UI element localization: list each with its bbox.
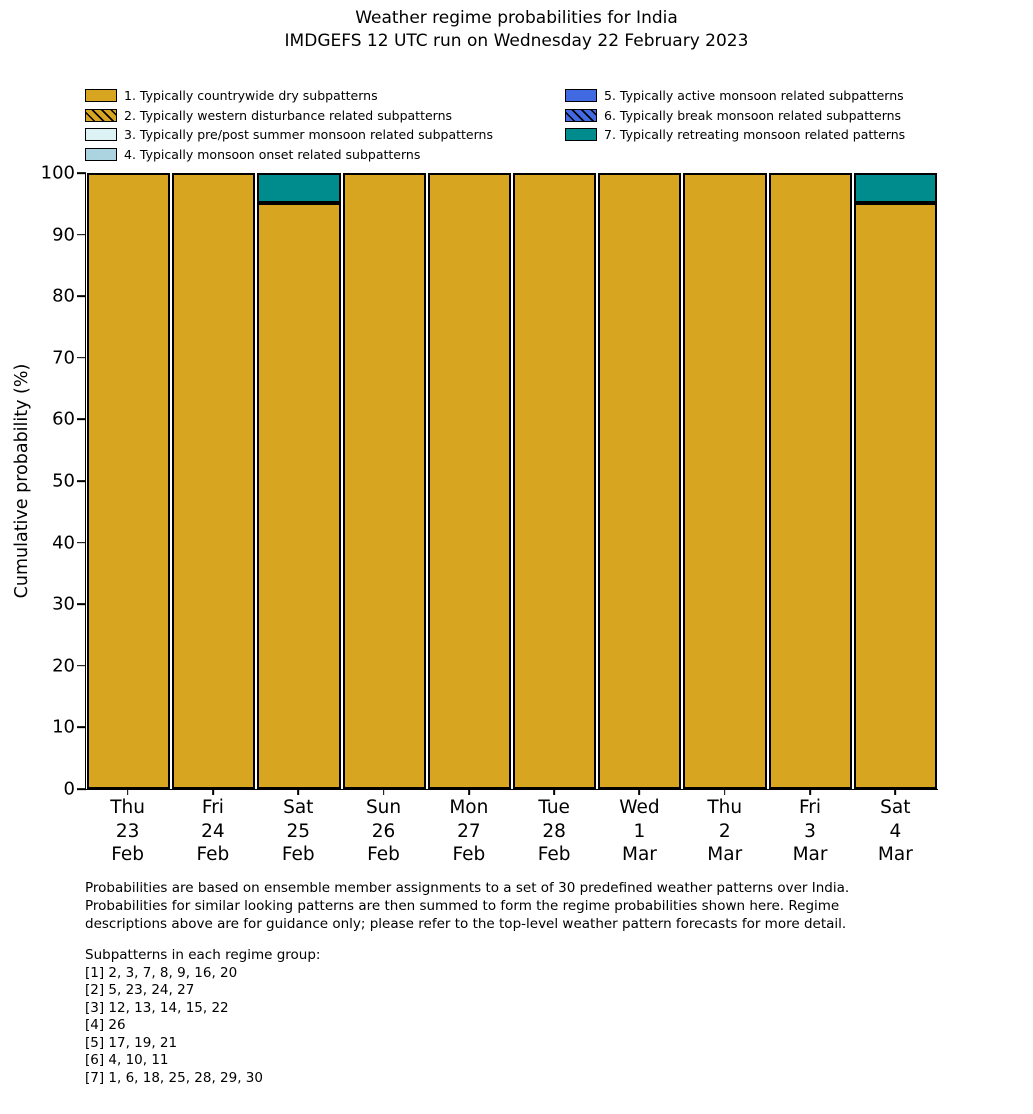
bar-mon-27-feb (427, 173, 512, 789)
bar-segment-regime1 (683, 173, 766, 789)
legend-label-regime6: 6. Typically break monsoon related subpatterns (604, 107, 902, 123)
x-label-day: Fri (799, 797, 822, 818)
legend-swatch-regime6-icon (565, 109, 597, 122)
x-label-month: Feb (111, 844, 145, 865)
x-label-day: Fri (201, 797, 224, 818)
bar-sat-25-feb (256, 173, 341, 789)
legend-swatch-regime2-icon (85, 109, 117, 122)
x-label-date: 4 (889, 820, 902, 842)
legend-item-regime6 (565, 106, 905, 126)
y-tick-label-90: 90 (52, 224, 75, 246)
x-tick-24-feb (212, 790, 214, 795)
x-label-4-mar (852, 796, 938, 867)
subpatterns-heading: Subpatterns in each regime group: (85, 947, 321, 963)
legend-item-regime1 (85, 86, 493, 106)
x-label-23-feb (85, 796, 171, 867)
y-tick-60 (77, 419, 86, 421)
x-label-date: 3 (804, 820, 816, 842)
x-label-26-feb (341, 796, 427, 867)
legend-swatch-regime5-icon (565, 89, 597, 102)
y-tick-label-40: 40 (52, 532, 75, 554)
legend-item-regime7 (565, 125, 905, 145)
x-label-month: Feb (537, 844, 571, 865)
chart-title-line2: IMDGEFS 12 UTC run on Wednesday 22 February 2023 (284, 31, 749, 51)
x-label-3-mar (767, 796, 853, 867)
x-tick-26-feb (383, 790, 385, 795)
x-label-date: 23 (115, 820, 140, 842)
footnote-line-2: Probabilities for similar looking patterns are then summed to form the regime probabilities shown here. Regime (85, 898, 840, 914)
bar-segment-regime1 (257, 203, 340, 789)
x-tick-25-feb (297, 790, 299, 795)
y-tick-50 (77, 480, 86, 482)
x-label-date: 2 (718, 820, 731, 842)
footnote-line-3: descriptions above are for guidance only; please refer to the top-level weather pattern forecasts for more detail. (85, 916, 847, 932)
y-tick-label-50: 50 (52, 470, 75, 492)
x-label-date: 27 (457, 820, 481, 842)
x-label-day: Wed (619, 797, 660, 818)
legend-swatch-regime4-icon (85, 148, 117, 161)
x-label-day: Sun (365, 797, 402, 818)
y-tick-label-10: 10 (52, 716, 75, 738)
subpatterns-group-3: [3] 12, 13, 14, 15, 22 (85, 999, 229, 1016)
legend-label-regime7: 7. Typically retreating monsoon related patterns (604, 127, 906, 143)
x-label-month: Mar (707, 844, 743, 865)
bar-segment-regime7 (257, 173, 340, 203)
chart-title-line1: Weather regime probabilities for India (355, 8, 678, 28)
bar-fri-3-mar (768, 173, 853, 789)
x-tick-23-feb (127, 790, 129, 795)
bar-segment-regime1 (343, 173, 426, 789)
x-label-28-feb (511, 796, 597, 867)
subpatterns-group-4: [4] 26 (85, 1017, 126, 1033)
subpatterns-group-7: [7] 1, 6, 18, 25, 28, 29, 30 (85, 1069, 263, 1086)
x-label-day: Thu (707, 797, 743, 818)
x-label-day: Mon (449, 797, 489, 818)
x-tick-1-mar (639, 790, 641, 795)
y-tick-90 (77, 234, 86, 236)
subpatterns-block (85, 947, 320, 1087)
x-tick-27-feb (468, 790, 470, 795)
bar-segment-regime1 (769, 173, 852, 789)
y-tick-label-30: 30 (52, 593, 75, 615)
x-label-25-feb (255, 796, 341, 867)
subpatterns-group-5: [5] 17, 19, 21 (85, 1034, 178, 1051)
y-tick-20 (77, 665, 86, 667)
legend-item-regime4 (85, 145, 493, 165)
y-tick-40 (77, 542, 86, 544)
bar-segment-regime1 (854, 203, 937, 789)
bar-thu-2-mar (682, 173, 767, 789)
y-tick-80 (77, 295, 86, 297)
legend-label-regime2: 2. Typically western disturbance related subpatterns (124, 107, 453, 123)
bar-sat-4-mar (853, 173, 938, 789)
x-label-day: Sat (283, 797, 314, 818)
legend-label-regime3: 3. Typically pre/post summer monsoon related subpatterns (124, 127, 493, 143)
legend-swatch-regime3-icon (85, 128, 117, 141)
x-label-date: 1 (633, 820, 646, 842)
y-tick-label-0: 0 (63, 778, 75, 800)
y-tick-70 (77, 357, 86, 359)
bar-wed-1-mar (597, 173, 682, 789)
legend-label-regime4: 4. Typically monsoon onset related subpatterns (124, 146, 421, 162)
x-label-date: 25 (286, 820, 311, 842)
y-tick-label-60: 60 (52, 408, 75, 430)
x-label-1-mar (596, 796, 682, 867)
x-label-month: Mar (621, 844, 657, 865)
legend-label-regime1: 1. Typically countrywide dry subpatterns (124, 88, 378, 104)
bar-segment-regime1 (172, 173, 255, 789)
x-label-month: Feb (196, 844, 230, 865)
x-tick-4-mar (895, 790, 897, 795)
x-label-month: Mar (877, 844, 913, 865)
subpatterns-group-1: [1] 2, 3, 7, 8, 9, 16, 20 (85, 964, 238, 981)
bar-thu-23-feb (86, 173, 171, 789)
y-tick-label-80: 80 (52, 285, 75, 307)
x-label-2-mar (682, 796, 768, 867)
y-axis-label: Cumulative probability (%) (12, 363, 32, 599)
chart-title (0, 7, 1033, 53)
bar-segment-regime1 (598, 173, 681, 789)
y-tick-10 (77, 727, 86, 729)
bar-sun-26-feb (342, 173, 427, 789)
x-tick-2-mar (724, 790, 726, 795)
bar-tue-28-feb (512, 173, 597, 789)
subpatterns-group-2: [2] 5, 23, 24, 27 (85, 982, 195, 998)
bar-segment-regime1 (513, 173, 596, 789)
x-axis (85, 790, 938, 875)
x-tick-3-mar (809, 790, 811, 795)
x-label-month: Mar (792, 844, 828, 865)
plot-area (40, 162, 938, 800)
legend-swatch-regime7-icon (565, 128, 597, 141)
legend-item-regime3 (85, 125, 493, 145)
legend-item-regime5 (565, 86, 905, 106)
x-label-day: Tue (538, 797, 570, 818)
x-label-27-feb (426, 796, 512, 867)
footnote-line-1: Probabilities are based on ensemble member assignments to a set of 30 predefined weather patterns over India. (85, 880, 850, 896)
x-label-day: Thu (110, 797, 146, 818)
subpatterns-group-6: [6] 4, 10, 11 (85, 1052, 169, 1068)
legend-label-regime5: 5. Typically active monsoon related subpatterns (604, 88, 904, 104)
x-label-month: Feb (452, 844, 486, 865)
bar-segment-regime1 (428, 173, 511, 789)
y-tick-100 (77, 172, 86, 174)
y-tick-30 (77, 603, 86, 605)
legend-swatch-regime1-icon (85, 89, 117, 102)
x-label-date: 28 (542, 820, 566, 842)
y-tick-label-20: 20 (52, 655, 75, 677)
legend-column-left (85, 86, 493, 164)
legend-item-regime2 (85, 106, 493, 126)
x-label-day: Sat (880, 797, 911, 818)
x-tick-28-feb (553, 790, 555, 795)
x-label-date: 26 (371, 820, 396, 842)
legend-column-right (565, 86, 905, 145)
x-label-month: Feb (367, 844, 400, 865)
y-tick-label-100: 100 (40, 162, 75, 184)
bar-fri-24-feb (171, 173, 256, 789)
x-label-date: 24 (201, 820, 225, 842)
bar-segment-regime1 (87, 173, 170, 789)
x-label-24-feb (170, 796, 256, 867)
bar-segment-regime7 (854, 173, 937, 203)
x-label-month: Feb (281, 844, 315, 865)
footnote (85, 879, 849, 933)
y-tick-label-70: 70 (52, 347, 75, 369)
